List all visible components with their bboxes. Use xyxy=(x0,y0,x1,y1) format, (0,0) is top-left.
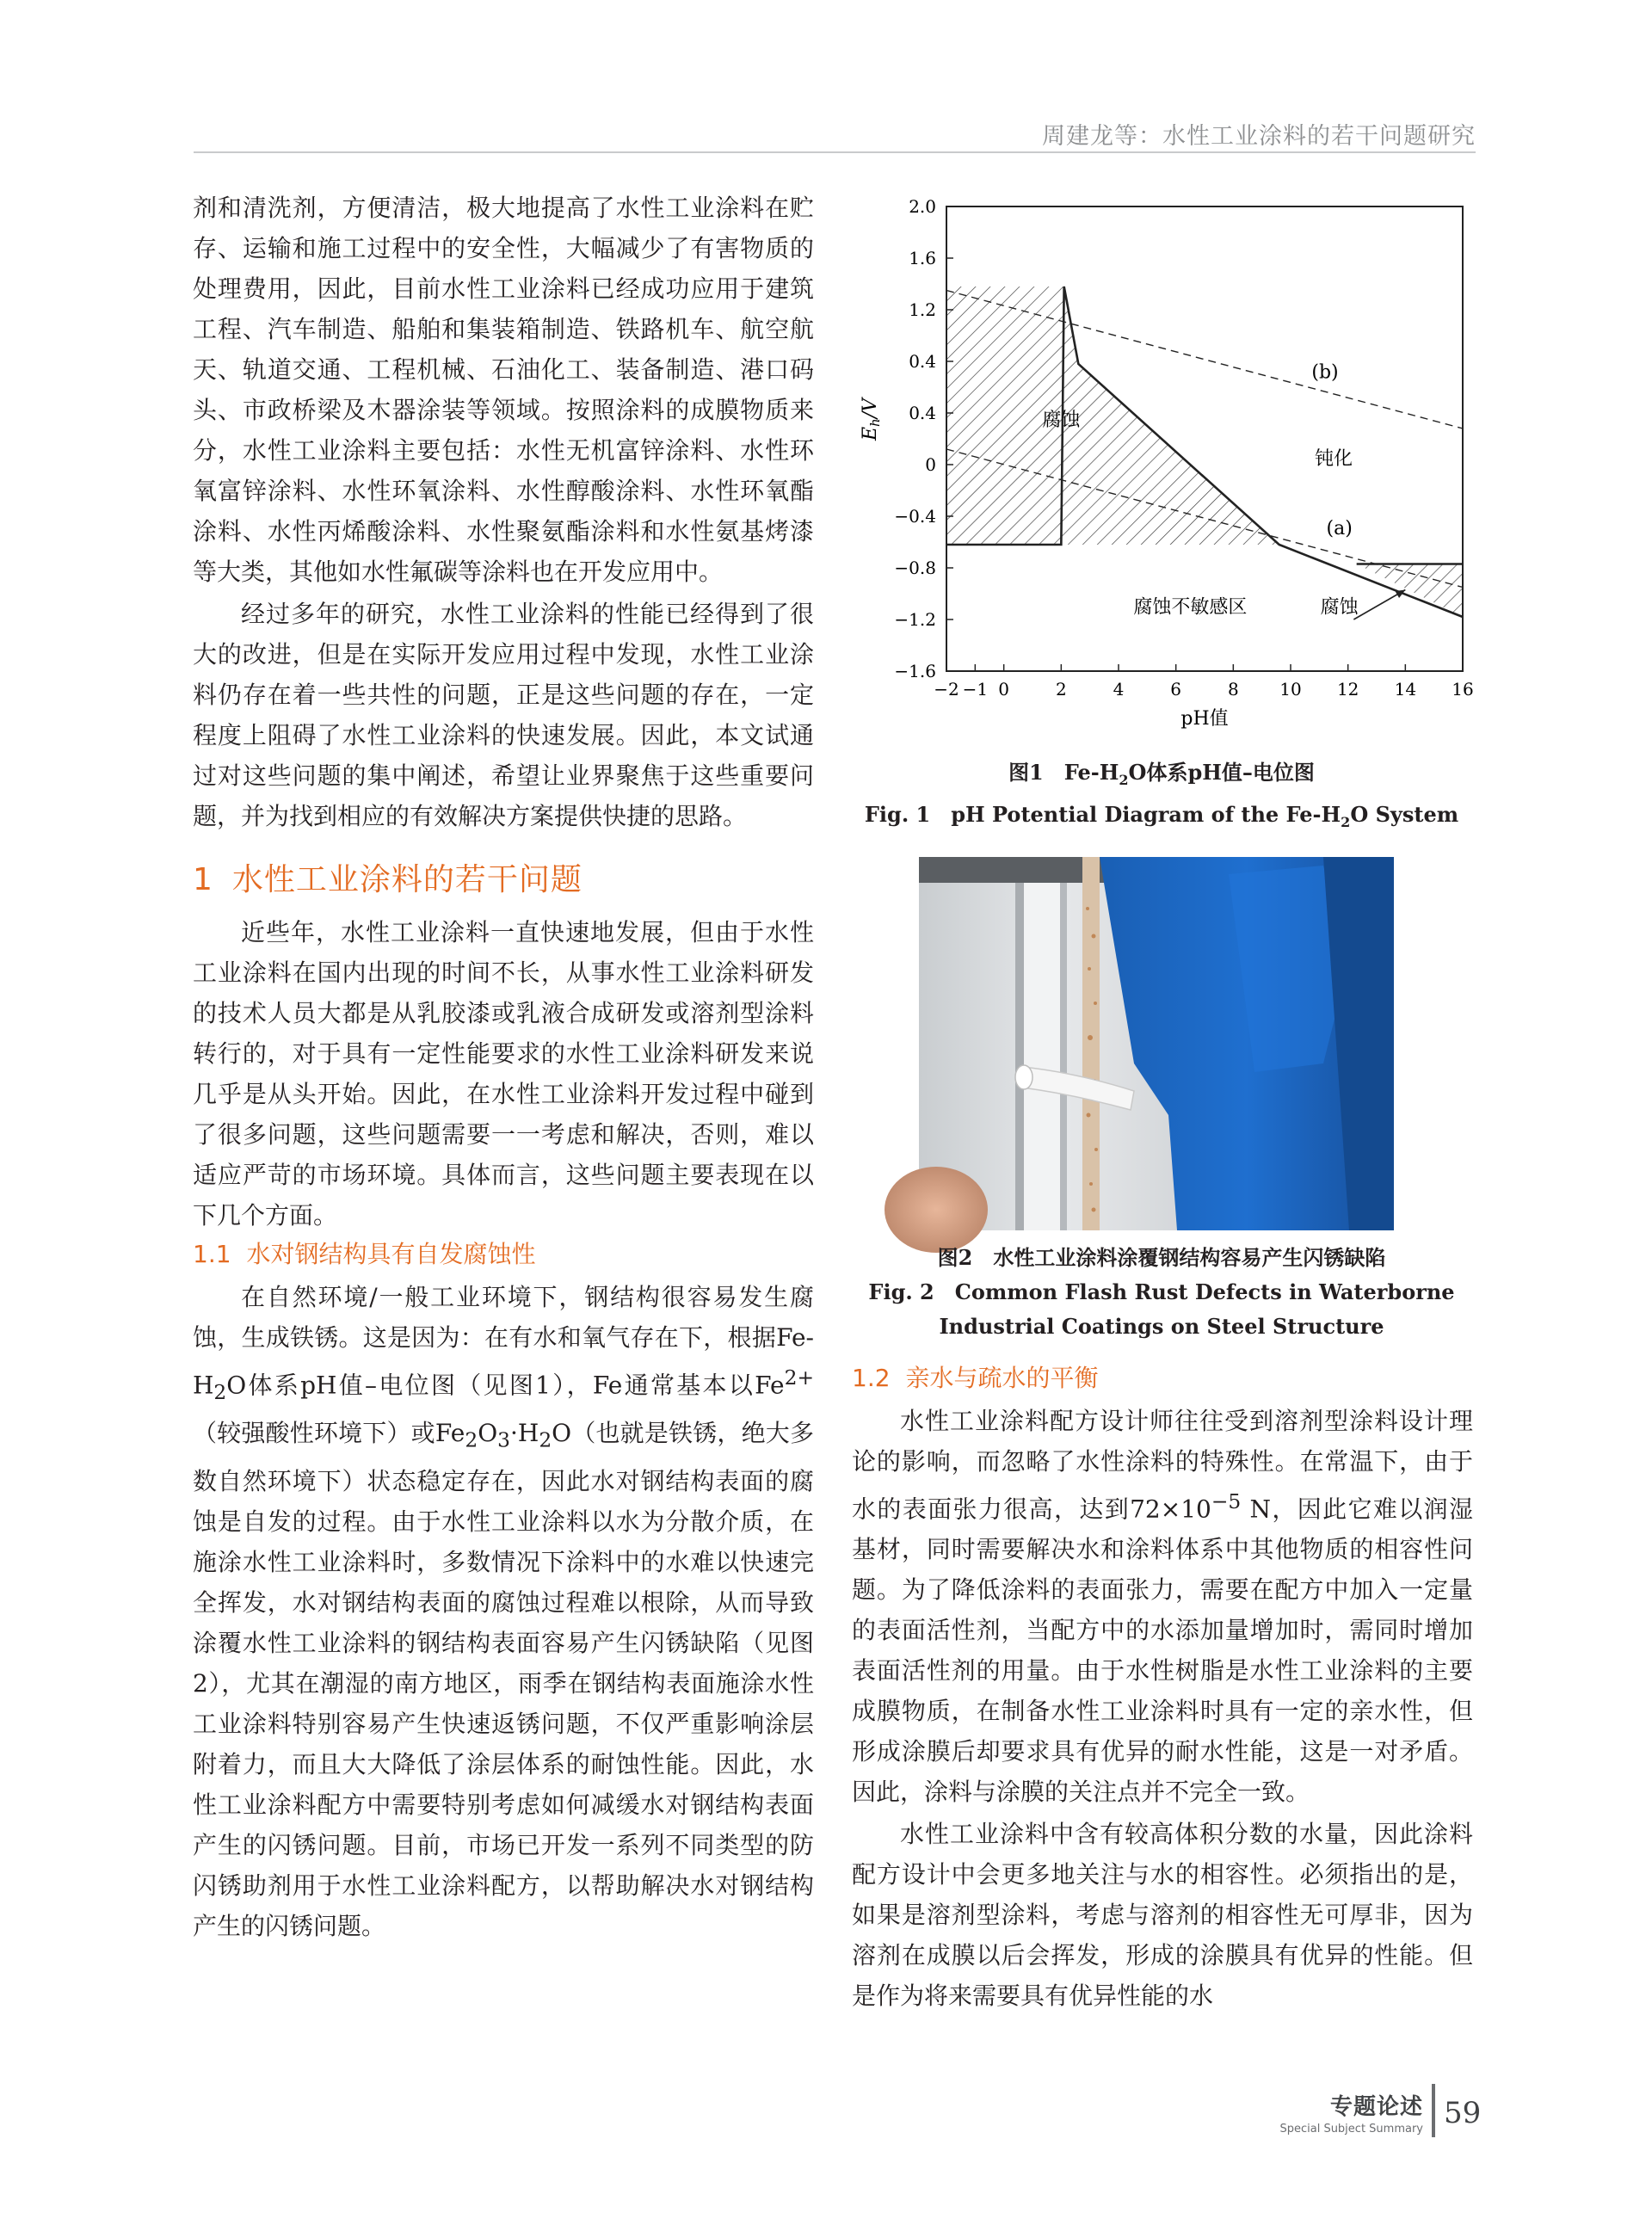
y-tick-label-5: 0 xyxy=(925,454,936,475)
x-tick-label-0: −2 xyxy=(934,679,959,700)
p4-text-e: ·H xyxy=(510,1418,539,1447)
y-label-main: E xyxy=(860,426,881,441)
p5-text-b: N，因此它难以润湿基材，同时需要解决水和涂料体系中其他物质的相容性问题。为了降低涂料的表面张力，需要在配方中加入一定量的表面活性剂，当配方中的水添加量增加时，需同时增加表面活性剂的用量。由于水性树脂是水性工业涂料的主要成膜物质，在制备水性工业涂料时具有一定的亲水性，但形成涂膜后却要求具有优异的耐水性能，这是一对矛盾。因此，涂料与涂膜的关注点并不完全一致。 xyxy=(852,1495,1473,1807)
region-label-5: (b) xyxy=(1311,361,1339,384)
cap1-en-b: O System xyxy=(1350,801,1459,827)
y-tick-label-3: 0.4 xyxy=(909,351,936,372)
page-number: 59 xyxy=(1444,2096,1482,2130)
figure-1-pourbaix-chart xyxy=(852,191,1474,742)
x-tick-label-5: 6 xyxy=(1170,679,1182,700)
p5-text-a: 水性工业涂料配方设计师往往受到溶剂型涂料设计理论的影响，而忽略了水性涂料的特殊性。在常温下，由于水的表面张力很高，达到72×10 xyxy=(852,1407,1473,1524)
header-rule xyxy=(194,151,1476,153)
section-1-1-title: 水对钢结构具有自发腐蚀性 xyxy=(246,1240,536,1268)
cap1-cn-a: 图1 Fe-H xyxy=(1008,760,1119,785)
paragraph-5 xyxy=(852,1401,1473,1812)
figure-2-flash-rust-photo xyxy=(919,857,1394,1230)
y-tick-label-7: −0.8 xyxy=(894,558,936,578)
p4-sub-h2: 2 xyxy=(213,1379,227,1404)
y-label-unit: /V xyxy=(860,398,881,419)
x-tick-label-2: 0 xyxy=(998,679,1010,700)
y-tick-label-2: 1.2 xyxy=(909,299,936,320)
x-tick-label-3: 2 xyxy=(1055,679,1067,700)
x-axis-label: pH值 xyxy=(1180,708,1229,730)
section-1-number: 1 xyxy=(193,862,213,897)
y-tick-label-6: −0.4 xyxy=(894,506,936,527)
paragraph-2: 经过多年的研究，水性工业涂料的性能已经得到了很大的改进，但是在实际开发应用过程中发现，水性工业涂料仍存在着一些共性的问题，正是这些问题的存在，一定程度上阻碍了水性工业涂料的快速发展。因此，本文试通过对这些问题的集中阐述，希望让业界聚焦于这些重要问题，并为找到相应的有效解决方案提供快捷的思路。 xyxy=(193,600,814,830)
region-label-0: 腐蚀 xyxy=(1042,410,1081,431)
section-1-1-number: 1.1 xyxy=(193,1240,231,1268)
x-tick-label-6: 8 xyxy=(1227,679,1239,700)
figure-1-caption-en xyxy=(852,798,1471,840)
region-label-1: 钝化 xyxy=(1314,448,1353,470)
region-label-3: 腐蚀 xyxy=(1320,596,1359,619)
figure-2-caption-en-2: Industrial Coatings on Steel Structure xyxy=(939,1314,1384,1339)
p4-text-d: O xyxy=(478,1418,498,1447)
figure-1-caption xyxy=(852,755,1471,840)
right-column xyxy=(852,1359,1473,2016)
p4-sub-o3: 3 xyxy=(497,1427,510,1452)
x-tick-label-10: 16 xyxy=(1452,679,1474,700)
x-tick-label-9: 14 xyxy=(1394,679,1417,700)
paragraph-1: 剂和清洗剂，方便清洁，极大地提高了水性工业涂料在贮存、运输和施工过程中的安全性，大幅减少了有害物质的处理费用，因此，目前水性工业涂料已经成功应用于建筑工程、汽车制造、船舶和集装箱制造、铁路机车、航空航天、轨道交通、工程机械、石油化工、装备制造、港口码头、市政桥梁及木器涂装等领域。按照涂料的成膜物质来分，水性工业涂料主要包括：水性无机富锌涂料、水性环氧富锌涂料、水性环氧涂料、水性醇酸涂料、水性环氧酯涂料、水性丙烯酸涂料、水性聚氨酯涂料和水性氨基烤漆等大类，其他如水性氟碳等涂料也在开发应用中。 xyxy=(193,194,814,586)
x-tick-label-1: −1 xyxy=(962,679,989,700)
section-1-heading xyxy=(193,859,814,902)
figure-1-caption-cn xyxy=(852,755,1471,798)
left-column xyxy=(193,188,814,1946)
y-label-sub: h xyxy=(867,418,883,427)
section-1-1-heading xyxy=(193,1236,814,1273)
p4-text-f: O（也就是铁锈，绝大多数自然环境下）状态稳定存在，因此水对钢结构表面的腐蚀是自发的过程。由于水性工业涂料以水为分散介质，在施涂水性工业涂料时，多数情况下涂料中的水难以快速完全挥发，水对钢结构表面的腐蚀过程难以根除，从而导致涂覆水性工业涂料的钢结构表面容易产生闪锈缺陷（见图2），尤其在潮湿的南方地区，雨季在钢结构表面施涂水性工业涂料特别容易产生快速返锈问题，不仅严重影响涂层附着力，而且大大降低了涂层体系的耐蚀性能。因此，水性工业涂料配方中需要特别考虑如何减缓水对钢结构表面产生的闪锈问题。目前，市场已开发一系列不同类型的防闪锈助剂用于水性工业涂料配方，以帮助解决水对钢结构产生的闪锈问题。 xyxy=(193,1418,814,1940)
x-tick-label-7: 10 xyxy=(1279,679,1302,700)
p4-sub-h2o: 2 xyxy=(539,1427,552,1452)
p4-sup-fe: 2+ xyxy=(784,1365,814,1390)
running-header: 周建龙等：水性工业涂料的若干问题研究 xyxy=(1042,123,1476,150)
cap1-en-a: Fig. 1 pH Potential Diagram of the Fe-H xyxy=(864,801,1341,827)
paragraph-3: 近些年，水性工业涂料一直快速地发展，但由于水性工业涂料在国内出现的时间不长，从事水性工业涂料研发的技术人员大都是从乳胶漆或乳液合成研发或溶剂型涂料转行的，对于具有一定性能要求的水性工业涂料研发来说几乎是从头开始。因此，在水性工业涂料开发过程中碰到了很多问题，这些问题需要一一考虑和解决，否则，难以适应严苛的市场环境。具体而言，这些问题主要表现在以下几个方面。 xyxy=(193,918,814,1230)
y-tick-label-9: −1.6 xyxy=(894,661,936,681)
figure-2-caption-en-1: Fig. 2 Common Flash Rust Defects in Waterborne xyxy=(868,1279,1455,1304)
paragraph-4 xyxy=(193,1277,814,1946)
p4-text-a: 在自然环境/一般工业环境下，钢结构很容易发生腐蚀，生成铁锈。这是因为：在有水和氧气存在下，根据Fe-H xyxy=(193,1283,814,1400)
p4-sub-fe2: 2 xyxy=(465,1427,478,1452)
cap1-cn-b: O体系pH值–电位图 xyxy=(1128,760,1315,785)
figure-2-caption-cn: 图2 水性工业涂料涂覆钢结构容易产生闪锈缺陷 xyxy=(937,1245,1386,1270)
y-tick-label-4: 0.4 xyxy=(909,403,936,423)
region-label-4: (a) xyxy=(1326,518,1353,539)
footer-section-subtitle: Special Subject Summary xyxy=(1279,2123,1423,2136)
section-1-2-heading xyxy=(852,1359,1473,1397)
footer-section-title: 专题论述 xyxy=(1329,2094,1423,2120)
section-1-2-number: 1.2 xyxy=(852,1364,891,1392)
x-tick-label-8: 12 xyxy=(1336,679,1359,700)
p4-text-b: O体系pH值–电位图（见图1），Fe通常基本以Fe xyxy=(226,1371,785,1400)
cap1-en-sub: 2 xyxy=(1341,813,1351,830)
y-tick-label-0: 2.0 xyxy=(909,196,936,217)
region-label-2: 腐蚀不敏感区 xyxy=(1133,596,1248,619)
cap1-cn-sub: 2 xyxy=(1119,771,1129,788)
hatched-region-0 xyxy=(946,287,1279,545)
figure-2-caption xyxy=(852,1241,1471,1344)
y-axis-label xyxy=(860,397,883,441)
y-tick-label-1: 1.6 xyxy=(909,248,936,268)
x-tick-label-4: 4 xyxy=(1113,679,1125,700)
p5-sup: −5 xyxy=(1211,1489,1242,1513)
paragraph-6: 水性工业涂料中含有较高体积分数的水量，因此涂料配方设计中会更多地关注与水的相容性。必须指出的是，如果是溶剂型涂料，考虑与溶剂的相容性无可厚非，因为溶剂在成膜以后会挥发，形成的涂膜具有优异的性能。但是作为将来需要具有优异性能的水 xyxy=(852,1820,1473,2011)
section-1-2-title: 亲水与疏水的平衡 xyxy=(905,1364,1099,1392)
y-tick-label-8: −1.2 xyxy=(894,609,936,630)
footer-divider xyxy=(1432,2084,1435,2137)
section-1-title: 水性工业涂料的若干问题 xyxy=(231,862,583,897)
p4-text-c: （较强酸性环境下）或Fe xyxy=(193,1418,465,1447)
